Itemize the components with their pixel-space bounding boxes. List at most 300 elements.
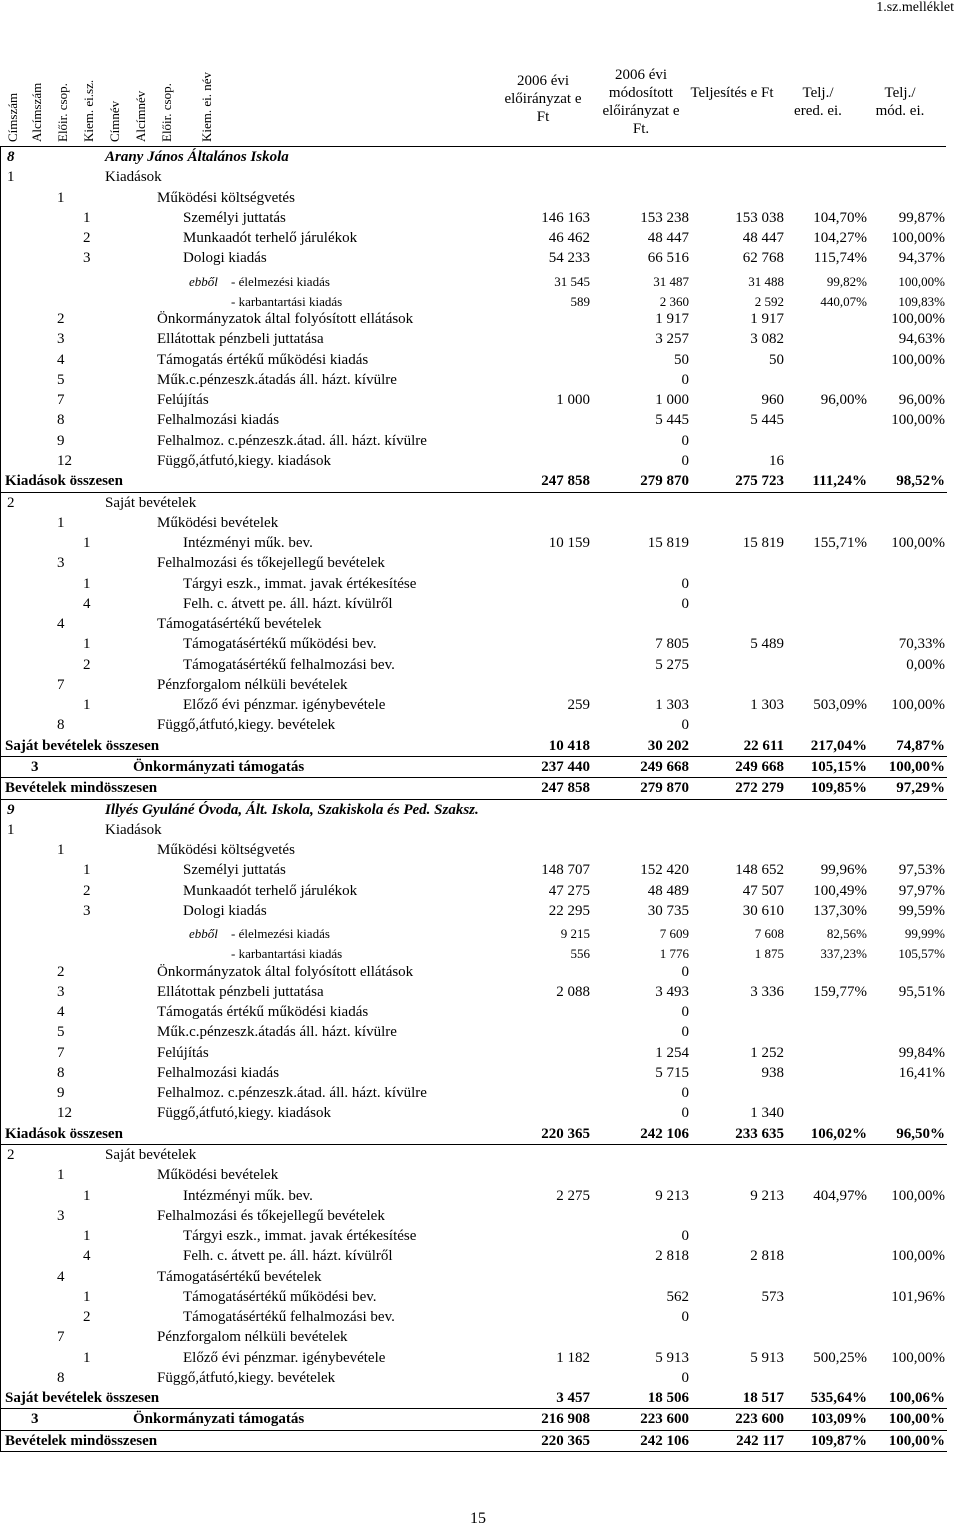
row-code: 2 <box>7 494 15 511</box>
row-code: 2 <box>83 656 91 673</box>
header-2006-eloiranyzat: 2006 évi előirányzat e Ft <box>504 73 582 125</box>
row-label: Kiadások <box>105 821 162 838</box>
row-label: Tárgyi eszk., immat. javak értékesítése <box>183 575 417 592</box>
row-label: Függő,átfutó,kiegy. bevételek <box>157 717 336 734</box>
table-row <box>1 757 947 778</box>
table-row <box>1 248 947 268</box>
table-row <box>1 634 947 654</box>
row-label: - élelmezési kiadás <box>231 926 330 942</box>
row-code: 4 <box>57 351 65 368</box>
row-value: 46 462 <box>548 230 590 247</box>
row-value: 938 <box>761 1064 784 1081</box>
row-label: Működési bevételek <box>157 514 279 531</box>
row-value: 94,37% <box>898 250 945 267</box>
table-row <box>1 1083 947 1103</box>
row-code: 1 <box>7 169 15 186</box>
row-value: 30 610 <box>742 902 784 919</box>
table-row <box>1 921 947 941</box>
row-value: 0 <box>681 963 689 980</box>
row-value: 153 238 <box>640 209 689 226</box>
row-code: 12 <box>57 452 72 469</box>
row-code: 2 <box>57 963 65 980</box>
table-row <box>1 881 947 901</box>
row-code: 8 <box>57 717 65 734</box>
row-label: Pénzforgalom nélküli bevételek <box>157 676 348 693</box>
row-label: Függő,átfutó,kiegy. bevételek <box>157 1369 336 1386</box>
row-code: 4 <box>57 616 65 633</box>
table-row <box>1 493 947 513</box>
row-label: - élelmezési kiadás <box>231 273 330 289</box>
row-value: 99,87% <box>898 209 945 226</box>
row-label: Dologi kiadás <box>183 250 267 267</box>
row-value: 109,83% <box>898 293 945 309</box>
row-value: 155,71% <box>813 535 867 552</box>
row-value: 589 <box>570 293 590 309</box>
row-code: 1 <box>83 636 91 653</box>
row-label: Kiadások összesen <box>5 473 123 490</box>
row-label: Ellátottak pénzbeli juttatása <box>157 983 324 1000</box>
row-label: - karbantartási kiadás <box>231 946 343 962</box>
row-value: 2 275 <box>556 1187 590 1204</box>
row-label: Felh. c. átvett pe. áll. házt. kívülről <box>183 1248 393 1265</box>
row-code: 2 <box>83 1309 91 1326</box>
row-value: 0 <box>681 1228 689 1245</box>
row-code: 1 <box>83 1187 91 1204</box>
table-row <box>1 1145 947 1165</box>
row-code: 1 <box>83 1228 91 1245</box>
row-value: 0 <box>681 1024 689 1041</box>
row-value: 0 <box>681 595 689 612</box>
row-label: Felh. c. átvett pe. áll. házt. kívülről <box>183 595 393 612</box>
table-row <box>1 715 947 735</box>
table-row <box>1 228 947 248</box>
table-row <box>1 675 947 695</box>
row-value: 1 303 <box>655 697 689 714</box>
table-row <box>1 1186 947 1206</box>
row-code: 7 <box>57 676 65 693</box>
row-value: 5 445 <box>655 412 689 429</box>
row-value: 223 600 <box>640 1411 689 1428</box>
table-row <box>1 208 947 228</box>
table-row <box>1 1307 947 1327</box>
table-row <box>1 695 947 715</box>
row-value: 97,97% <box>898 882 945 899</box>
row-value: 1 917 <box>750 311 784 328</box>
row-value: 242 117 <box>736 1432 784 1449</box>
row-value: 100,00% <box>891 351 945 368</box>
table-header <box>0 50 960 146</box>
row-label: Kiadások összesen <box>5 1125 123 1142</box>
row-label: Bevételek mindösszesen <box>5 1432 158 1449</box>
row-value: 1 303 <box>750 697 784 714</box>
row-value: 535,64% <box>810 1390 867 1407</box>
row-value: 5 913 <box>655 1349 689 1366</box>
row-value: 104,70% <box>813 209 867 226</box>
row-value: 500,25% <box>813 1349 867 1366</box>
row-value: 249 668 <box>735 758 784 775</box>
row-value: 242 106 <box>640 1432 689 1449</box>
row-label: Illyés Gyuláné Óvoda, Ált. Iskola, Szakiskola és Ped. Szaksz. <box>105 801 479 818</box>
table-row <box>1 431 947 451</box>
row-value: 7 608 <box>754 926 784 942</box>
row-value: 95,51% <box>898 983 945 1000</box>
table-row <box>1 1206 947 1226</box>
row-value: 100,00% <box>888 1432 945 1449</box>
row-value: 1 252 <box>750 1044 784 1061</box>
table-row <box>1 1226 947 1246</box>
row-value: 96,00% <box>898 392 945 409</box>
row-value: 2 592 <box>754 293 784 309</box>
row-code: 3 <box>57 1207 65 1224</box>
row-value: 100,49% <box>813 882 867 899</box>
row-code: 9 <box>7 801 15 818</box>
row-code: 3 <box>31 1411 39 1428</box>
row-code: 4 <box>83 595 91 612</box>
table-row <box>1 513 947 533</box>
row-label: Felhalmozási és tőkejellegű bevételek <box>157 555 385 572</box>
table-row <box>1 471 947 492</box>
row-value: 82,56% <box>826 926 867 942</box>
row-value: 3 457 <box>556 1390 590 1407</box>
row-value: 31 487 <box>653 273 689 289</box>
row-label: Önkormányzati támogatás <box>133 758 305 775</box>
row-value: 105,15% <box>810 758 867 775</box>
row-code: 7 <box>57 392 65 409</box>
row-value: 30 202 <box>647 737 689 754</box>
row-value: 159,77% <box>813 983 867 1000</box>
row-label: Arany János Általános Iskola <box>105 149 289 165</box>
row-code: 3 <box>57 555 65 572</box>
row-label: Munkaadót terhelő járulékok <box>183 230 358 247</box>
row-label: Felhalmoz. c.pénzeszk.átad. áll. házt. kívülre <box>157 1085 427 1102</box>
row-code: 1 <box>57 189 65 206</box>
row-label: Személyi juttatás <box>183 862 286 879</box>
row-value: 153 038 <box>735 209 784 226</box>
row-value: 109,85% <box>810 780 867 797</box>
row-value: 1 182 <box>556 1349 590 1366</box>
row-value: 101,96% <box>891 1288 945 1305</box>
row-value: 249 668 <box>640 758 689 775</box>
row-label: Működési költségvetés <box>157 842 295 859</box>
row-value: 15 819 <box>647 535 689 552</box>
table-row <box>1 390 947 410</box>
row-value: 0,00% <box>906 656 945 673</box>
row-label: Önkormányzati támogatás <box>133 1411 305 1428</box>
row-value: 5 715 <box>655 1064 689 1081</box>
table-row <box>1 533 947 553</box>
row-value: 259 <box>567 697 590 714</box>
row-value: 96,50% <box>896 1125 945 1142</box>
row-label: Önkormányzatok által folyósított ellátások <box>157 311 414 328</box>
row-code: 1 <box>57 842 65 859</box>
row-value: 220 365 <box>541 1125 590 1142</box>
row-value: 18 517 <box>742 1390 784 1407</box>
row-value: 22 295 <box>548 902 590 919</box>
row-value: 137,30% <box>813 902 867 919</box>
row-value: 503,09% <box>813 697 867 714</box>
row-value: 100,00% <box>898 273 945 289</box>
row-label: Felhalmozási kiadás <box>157 412 280 429</box>
table-row <box>1 941 947 961</box>
row-value: 16,41% <box>898 1064 945 1081</box>
row-code: 3 <box>57 983 65 1000</box>
row-value: 100,00% <box>891 1187 945 1204</box>
row-value: 31 488 <box>748 273 784 289</box>
row-value: 573 <box>761 1288 784 1305</box>
row-value: 99,82% <box>826 273 867 289</box>
row-value: 70,33% <box>898 636 945 653</box>
row-value: 0 <box>681 1309 689 1326</box>
row-value: 233 635 <box>735 1125 784 1142</box>
row-label: Támogatásértékű működési bev. <box>183 1288 377 1305</box>
row-code: 1 <box>57 514 65 531</box>
row-value: 217,04% <box>810 737 867 754</box>
row-code: ebből <box>189 273 218 289</box>
row-label: Munkaadót terhelő járulékok <box>183 882 358 899</box>
row-label: Pénzforgalom nélküli bevételek <box>157 1329 348 1346</box>
row-code: 5 <box>57 371 65 388</box>
row-value: 1 875 <box>754 946 784 962</box>
row-value: 50 <box>674 351 689 368</box>
row-value: 404,97% <box>813 1187 867 1204</box>
row-value: 94,63% <box>898 331 945 348</box>
row-code: 1 <box>83 1288 91 1305</box>
row-value: 96,00% <box>820 392 867 409</box>
table-row <box>1 860 947 880</box>
row-value: 18 506 <box>647 1390 689 1407</box>
table-row <box>1 1327 947 1347</box>
table-row <box>1 594 947 614</box>
row-value: 237 440 <box>541 758 590 775</box>
row-value: 223 600 <box>735 1411 784 1428</box>
row-code: 3 <box>57 331 65 348</box>
row-label: Kiadások <box>105 169 162 186</box>
row-value: 99,99% <box>904 926 945 942</box>
row-value: 0 <box>681 371 689 388</box>
row-code: 5 <box>57 1024 65 1041</box>
row-value: 1 340 <box>750 1105 784 1122</box>
header-telj-mod: Telj./ mód. ei. <box>875 85 925 119</box>
row-code: 1 <box>83 862 91 879</box>
table-row <box>1 736 947 757</box>
row-value: 48 447 <box>742 230 784 247</box>
row-value: 100,00% <box>888 758 945 775</box>
row-value: 99,59% <box>898 902 945 919</box>
table-row <box>1 962 947 982</box>
row-label: Működési bevételek <box>157 1167 279 1184</box>
row-value: 100,00% <box>891 1248 945 1265</box>
row-value: 47 507 <box>742 882 784 899</box>
row-value: 50 <box>769 351 784 368</box>
row-value: 2 088 <box>556 983 590 1000</box>
row-value: 105,57% <box>898 946 945 962</box>
table-row <box>1 350 947 370</box>
row-value: 3 257 <box>655 331 689 348</box>
row-label: Bevételek mindösszesen <box>5 780 158 797</box>
row-value: 106,02% <box>810 1125 867 1142</box>
row-value: 62 768 <box>742 250 784 267</box>
table-row <box>1 1043 947 1063</box>
row-code: 1 <box>83 697 91 714</box>
row-value: 115,74% <box>813 250 867 267</box>
row-value: 5 275 <box>655 656 689 673</box>
row-label: Támogatásértékű működési bev. <box>183 636 377 653</box>
row-label: Előző évi pénzmar. igénybevétele <box>183 697 386 714</box>
row-value: 0 <box>681 1369 689 1386</box>
row-code: 8 <box>57 412 65 429</box>
header-kiem-ei-nev: Kiem. ei. név <box>199 71 214 142</box>
row-code: 3 <box>83 902 91 919</box>
row-value: 111,24% <box>812 473 867 490</box>
row-value: 109,87% <box>810 1432 867 1449</box>
row-value: 9 215 <box>560 926 590 942</box>
row-value: 0 <box>681 575 689 592</box>
table-row <box>1 655 947 675</box>
header-cimnev: Címnév <box>107 100 122 142</box>
row-value: 1 000 <box>556 392 590 409</box>
row-label: Függő,átfutó,kiegy. kiadások <box>157 1105 332 1122</box>
table-row <box>1 1103 947 1123</box>
row-value: 1 254 <box>655 1044 689 1061</box>
row-value: 0 <box>681 432 689 449</box>
row-label: Saját bevételek <box>105 494 197 511</box>
row-code: 2 <box>83 882 91 899</box>
header-eloir-csop: Előir. csop. <box>55 83 70 142</box>
row-code: 9 <box>57 1085 65 1102</box>
row-value: 2 818 <box>750 1248 784 1265</box>
row-code: 1 <box>57 1167 65 1184</box>
row-code: 3 <box>31 758 39 775</box>
header-cimszam: Címszám <box>5 92 20 142</box>
table-row <box>1 289 947 309</box>
row-label: Előző évi pénzmar. igénybevétele <box>183 1349 386 1366</box>
row-label: Támogatásértékű felhalmozási bev. <box>183 656 395 673</box>
table-row <box>1 1246 947 1266</box>
row-value: 5 445 <box>750 412 784 429</box>
header-telj-ered: Telj./ ered. ei. <box>794 85 842 119</box>
row-value: 31 545 <box>554 273 590 289</box>
table-row <box>1 614 947 634</box>
header-alcimszam: Alcímszám <box>29 82 44 142</box>
row-code: 2 <box>7 1147 15 1164</box>
row-label: Támogatásértékű bevételek <box>157 1268 322 1285</box>
row-code: 4 <box>57 1268 65 1285</box>
row-value: 0 <box>681 1004 689 1021</box>
row-label: - karbantartási kiadás <box>231 293 343 309</box>
table-row <box>1 574 947 594</box>
row-value: 99,96% <box>820 862 867 879</box>
row-label: Intézményi műk. bev. <box>183 535 313 552</box>
row-label: Saját bevételek összesen <box>5 737 160 754</box>
header-teljesites: Teljesítés e Ft <box>690 85 774 101</box>
row-value: 556 <box>570 946 590 962</box>
row-code: 3 <box>83 250 91 267</box>
table-row <box>1 410 947 430</box>
table-row <box>1 1368 947 1388</box>
row-label: Műk.c.pénzeszk.átadás áll. házt. kívülre <box>157 1024 397 1041</box>
row-value: 22 611 <box>743 737 784 754</box>
row-label: Intézményi műk. bev. <box>183 1187 313 1204</box>
row-label: Saját bevételek <box>105 1147 197 1164</box>
row-value: 272 279 <box>735 780 784 797</box>
row-label: Felhalmozási és tőkejellegű bevételek <box>157 1207 385 1224</box>
row-label: Működési költségvetés <box>157 189 295 206</box>
row-label: Felújítás <box>157 1044 209 1061</box>
row-value: 440,07% <box>820 293 867 309</box>
row-value: 0 <box>681 717 689 734</box>
row-code: 9 <box>57 432 65 449</box>
row-value: 0 <box>681 1085 689 1102</box>
row-code: 8 <box>7 149 15 165</box>
row-code: 4 <box>57 1004 65 1021</box>
row-value: 66 516 <box>647 250 689 267</box>
row-label: Személyi juttatás <box>183 209 286 226</box>
row-value: 100,00% <box>888 1411 945 1428</box>
row-value: 1 776 <box>659 946 689 962</box>
table-row <box>1 1022 947 1042</box>
row-value: 0 <box>681 452 689 469</box>
row-label: Függő,átfutó,kiegy. kiadások <box>157 452 332 469</box>
table-row <box>1 1002 947 1022</box>
table-row <box>1 553 947 573</box>
table-row <box>1 901 947 921</box>
row-value: 98,52% <box>896 473 945 490</box>
row-value: 100,00% <box>891 230 945 247</box>
row-label: Ellátottak pénzbeli juttatása <box>157 331 324 348</box>
table-row <box>1 1388 947 1409</box>
row-value: 1 000 <box>655 392 689 409</box>
table-row <box>1 269 947 289</box>
table-row <box>1 1409 947 1430</box>
row-value: 100,00% <box>891 535 945 552</box>
row-code: 1 <box>7 821 15 838</box>
table-row <box>1 329 947 349</box>
row-value: 7 609 <box>659 926 689 942</box>
row-label: Önkormányzatok által folyósított ellátások <box>157 963 414 980</box>
row-value: 148 652 <box>735 862 784 879</box>
table-row <box>1 982 947 1002</box>
table-row <box>1 1165 947 1185</box>
row-value: 3 336 <box>750 983 784 1000</box>
row-value: 16 <box>769 452 784 469</box>
row-code: 7 <box>57 1329 65 1346</box>
row-label: Saját bevételek összesen <box>5 1390 160 1407</box>
table-row <box>1 820 947 840</box>
row-code: 1 <box>83 535 91 552</box>
row-value: 100,00% <box>891 311 945 328</box>
table-row <box>1 370 947 390</box>
row-value: 54 233 <box>548 250 590 267</box>
row-value: 5 913 <box>750 1349 784 1366</box>
row-value: 15 819 <box>742 535 784 552</box>
row-code: 1 <box>83 575 91 592</box>
row-value: 9 213 <box>750 1187 784 1204</box>
row-value: 220 365 <box>541 1432 590 1449</box>
row-code: 1 <box>83 209 91 226</box>
row-label: Felújítás <box>157 392 209 409</box>
table-row <box>1 840 947 860</box>
attachment-label: 1.sz.melléklet <box>876 0 954 15</box>
table-row <box>1 1124 947 1145</box>
table-row <box>1 778 947 799</box>
row-value: 247 858 <box>541 780 590 797</box>
row-label: Felhalmoz. c.pénzeszk.átad. áll. házt. kívülre <box>157 432 427 449</box>
row-code: 8 <box>57 1064 65 1081</box>
row-value: 562 <box>666 1288 689 1305</box>
row-label: Támogatásértékű felhalmozási bev. <box>183 1309 395 1326</box>
table-row <box>1 451 947 471</box>
page-number: 15 <box>470 1510 486 1527</box>
